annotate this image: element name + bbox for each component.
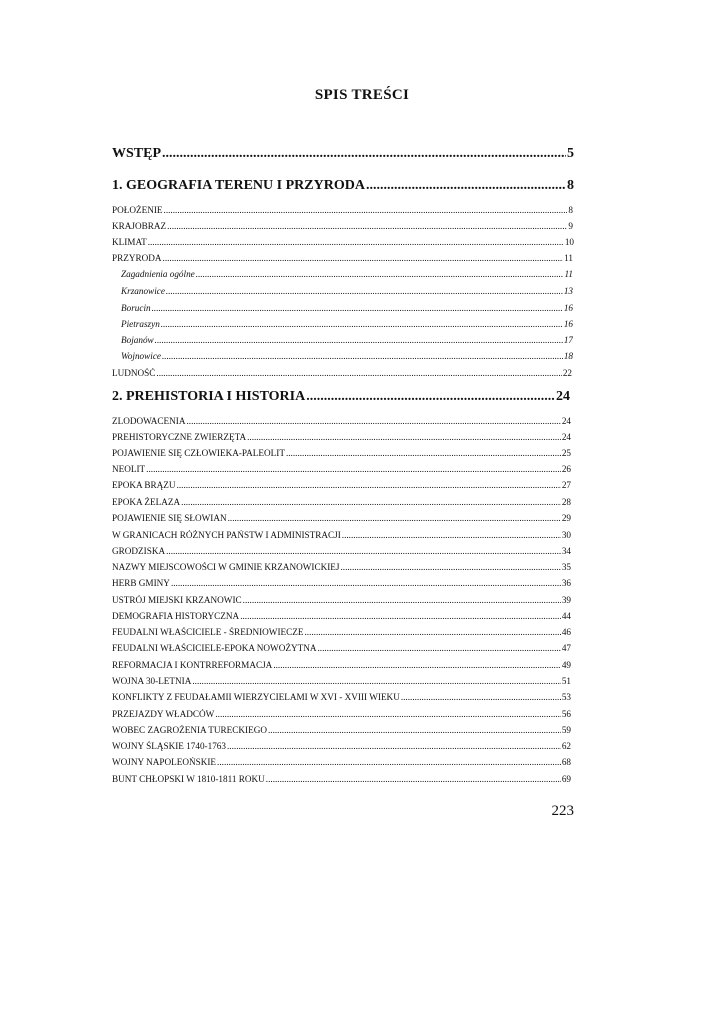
dot-leader [164, 205, 568, 215]
dot-leader [228, 513, 561, 523]
dot-leader [152, 303, 563, 313]
toc-page-number: 10 [564, 237, 574, 247]
toc-label: Krzanowice [121, 286, 165, 296]
toc-label: EPOKA BRĄZU [112, 480, 176, 490]
dot-leader [156, 368, 561, 378]
toc-entry[interactable] [112, 562, 571, 572]
dot-leader [268, 725, 561, 735]
toc-label: GRODZISKA [112, 546, 166, 556]
toc-label: KLIMAT [112, 237, 147, 247]
toc-label: Pietraszyn [121, 319, 160, 329]
toc-label: POJAWIENIE SIĘ SŁOWIAN [112, 513, 227, 523]
dot-leader [401, 692, 561, 702]
dot-leader [266, 774, 561, 784]
toc-page-number: 28 [561, 497, 571, 507]
dot-leader [342, 530, 561, 540]
toc-label: HERB GMINY [112, 578, 170, 588]
toc-label: WOJNY ŚLĄSKIE 1740-1763 [112, 741, 226, 751]
dot-leader [306, 389, 555, 405]
toc-page-number: 11 [564, 269, 573, 279]
toc-page-number: 30 [561, 530, 571, 540]
dot-leader [181, 497, 561, 507]
toc-label: NEOLIT [112, 464, 146, 474]
toc-label: FEUDALNI WŁAŚCICIELE - ŚREDNIOWIECZE [112, 627, 304, 637]
toc-entry[interactable] [112, 546, 571, 556]
dot-leader [148, 237, 564, 247]
toc-label: WOJNY NAPOLEOŃSKIE [112, 757, 217, 767]
toc-page-number: 17 [563, 335, 573, 345]
toc-chapter-1[interactable] [112, 178, 574, 194]
toc-label: Bojanów [121, 335, 154, 345]
toc-entry[interactable] [112, 774, 571, 784]
toc-label: WOJNA 30-LETNIA [112, 676, 192, 686]
toc-entry[interactable] [112, 253, 573, 263]
toc-entry[interactable] [112, 530, 571, 540]
dot-leader [273, 660, 561, 670]
toc-subentry[interactable] [121, 269, 573, 279]
toc-entry[interactable] [112, 595, 571, 605]
toc-label: WSTĘP [112, 146, 162, 161]
toc-page-number: 51 [561, 676, 571, 686]
toc-chapter-intro[interactable] [112, 146, 574, 162]
toc-page-number: 47 [561, 643, 571, 653]
toc-entry[interactable] [112, 416, 571, 426]
toc-page-number: 24 [556, 389, 570, 404]
toc-page-number: 62 [561, 741, 571, 751]
toc-label: LUDNOŚĆ [112, 368, 156, 378]
toc-page-number: 46 [561, 627, 571, 637]
toc-entry[interactable] [112, 611, 571, 621]
toc-entry[interactable] [112, 480, 571, 490]
toc-entry[interactable] [112, 757, 571, 767]
dot-leader [317, 643, 560, 653]
toc-subentry[interactable] [121, 319, 573, 329]
toc-label: ZLODOWACENIA [112, 416, 186, 426]
dot-leader [162, 351, 563, 361]
dot-leader [167, 221, 567, 231]
toc-entry[interactable] [112, 578, 571, 588]
dot-leader [187, 416, 561, 426]
toc-label: PREHISTORYCZNE ZWIERZĘTA [112, 432, 247, 442]
toc-page-number: 24 [561, 432, 571, 442]
toc-entry[interactable] [112, 741, 571, 751]
toc-entry[interactable] [112, 660, 571, 670]
toc-label: NAZWY MIEJSCOWOŚCI W GMINIE KRZANOWICKIEJ [112, 562, 340, 572]
toc-page-number: 44 [561, 611, 571, 621]
toc-label: REFORMACJA I KONTRREFORMACJA [112, 660, 273, 670]
toc-label: 2. PREHISTORIA I HISTORIA [112, 389, 306, 404]
toc-subentry[interactable] [121, 286, 573, 296]
toc-entry[interactable] [112, 368, 572, 378]
toc-label: Zagadnienia ogólne [121, 269, 195, 279]
toc-entry[interactable] [112, 643, 571, 653]
toc-entry[interactable] [112, 513, 571, 523]
toc-label: BUNT CHŁOPSKI W 1810-1811 ROKU [112, 774, 265, 784]
toc-page-number: 22 [562, 368, 572, 378]
dot-leader [146, 464, 561, 474]
toc-subentry[interactable] [121, 303, 573, 313]
toc-page-number: 39 [561, 595, 571, 605]
toc-entry[interactable] [112, 709, 571, 719]
toc-page-number: 18 [563, 351, 573, 361]
toc-page-number: 26 [561, 464, 571, 474]
toc-label: POJAWIENIE SIĘ CZŁOWIEKA-PALEOLIT [112, 448, 285, 458]
toc-page-number: 27 [561, 480, 571, 490]
toc-page-number: 16 [563, 303, 573, 313]
dot-leader [217, 757, 561, 767]
dot-leader [162, 146, 566, 162]
toc-page-number: 13 [563, 286, 573, 296]
toc-entry[interactable] [112, 692, 571, 702]
toc-page-number: 56 [561, 709, 571, 719]
toc-entry[interactable] [112, 221, 573, 231]
dot-leader [366, 178, 566, 194]
toc-entry[interactable] [112, 497, 571, 507]
toc-label: FEUDALNI WŁAŚCICIELE-EPOKA NOWOŻYTNA [112, 643, 317, 653]
dot-leader [215, 709, 560, 719]
toc-entry[interactable] [112, 464, 571, 474]
toc-page-number: 68 [561, 757, 571, 767]
toc-page-number: 5 [567, 146, 574, 161]
toc-page-number: 11 [564, 253, 573, 263]
dot-leader [177, 480, 561, 490]
toc-label: DEMOGRAFIA HISTORYCZNA [112, 611, 240, 621]
toc-entry[interactable] [112, 676, 571, 686]
dot-leader [227, 741, 561, 751]
dot-leader [286, 448, 561, 458]
dot-leader [161, 319, 563, 329]
toc-label: PRZYRODA [112, 253, 162, 263]
dot-leader [192, 676, 560, 686]
toc-page-number: 36 [561, 578, 571, 588]
toc-page-number: 25 [561, 448, 571, 458]
dot-leader [243, 595, 561, 605]
toc-subentry[interactable] [121, 335, 573, 345]
toc-label: POŁOŻENIE [112, 205, 163, 215]
toc-subentry[interactable] [121, 351, 573, 361]
page-number: 223 [551, 803, 574, 819]
toc-label: USTRÓJ MIEJSKI KRZANOWIC [112, 595, 242, 605]
toc-label: KONFLIKTY Z FEUDAŁAMII WIERZYCIELAMI W XVI - XVIII WIEKU [112, 692, 400, 702]
dot-leader [240, 611, 561, 621]
dot-leader [196, 269, 564, 279]
toc-label: WOBEC ZAGROŻENIA TURECKIEGO [112, 725, 267, 735]
dot-leader [171, 578, 561, 588]
toc-page-number: 35 [561, 562, 571, 572]
toc-entry[interactable] [112, 237, 574, 247]
dot-leader [163, 253, 564, 263]
toc-label: 1. GEOGRAFIA TERENU I PRZYRODA [112, 178, 365, 193]
toc-label: PRZEJAZDY WŁADCÓW [112, 709, 215, 719]
toc-page-number: 9 [568, 221, 573, 231]
toc-entry[interactable] [112, 205, 573, 215]
toc-page-number: 8 [567, 178, 574, 193]
toc-page-number: 16 [563, 319, 573, 329]
toc-page-number: 34 [561, 546, 571, 556]
toc-page-number: 53 [561, 692, 571, 702]
toc-label: W GRANICACH RÓŻNYCH PAŃSTW I ADMINISTRACJI [112, 530, 341, 540]
toc-page-number: 59 [561, 725, 571, 735]
page-title: SPIS TREŚCI [314, 87, 410, 103]
toc-label: EPOKA ŻELAZA [112, 497, 181, 507]
toc-page-number: 49 [561, 660, 571, 670]
toc-entry[interactable] [112, 725, 571, 735]
dot-leader [166, 546, 561, 556]
dot-leader [340, 562, 560, 572]
toc-entry[interactable] [112, 432, 571, 442]
dot-leader [155, 335, 563, 345]
toc-label: KRAJOBRAZ [112, 221, 167, 231]
dot-leader [166, 286, 563, 296]
toc-chapter-2[interactable] [112, 389, 570, 405]
dot-leader [304, 627, 560, 637]
toc-label: Borucin [121, 303, 151, 313]
toc-page-number: 69 [561, 774, 571, 784]
toc-page-number: 29 [561, 513, 571, 523]
toc-page-number: 8 [568, 205, 573, 215]
toc-label: Wojnowice [121, 351, 161, 361]
dot-leader [247, 432, 561, 442]
toc-entry[interactable] [112, 448, 571, 458]
toc-entry[interactable] [112, 627, 571, 637]
toc-page-number: 24 [561, 416, 571, 426]
